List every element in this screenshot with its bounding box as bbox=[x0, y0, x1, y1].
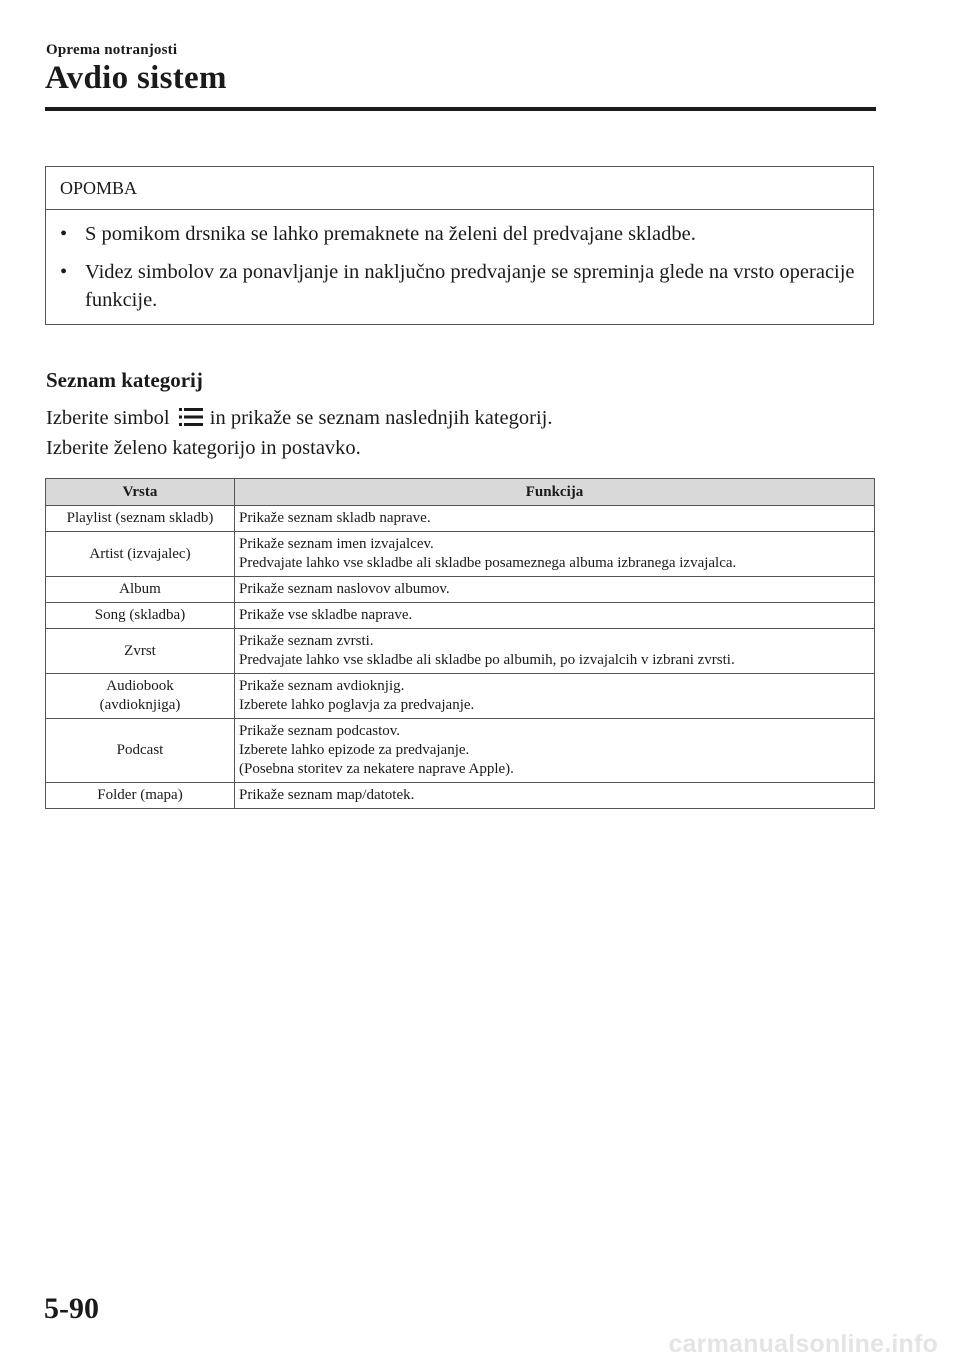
row-function-line: Prikaže seznam zvrsti. bbox=[239, 633, 374, 649]
row-type-line: Artist (izvajalec) bbox=[89, 545, 191, 562]
note-box bbox=[45, 166, 874, 325]
table-row bbox=[46, 719, 875, 783]
row-function-line: Prikaže seznam podcastov. bbox=[239, 723, 401, 739]
table-row bbox=[46, 783, 875, 809]
row-function-line: Prikaže seznam imen izvajalcev. bbox=[239, 536, 434, 552]
watermark: carmanualsonline.info bbox=[668, 1330, 938, 1358]
header-type: Vrsta bbox=[46, 479, 235, 506]
row-function bbox=[235, 783, 875, 809]
note-item-text: S pomikom drsnika se lahko premaknete na želeni del predvajane skladbe. bbox=[85, 223, 696, 245]
row-type bbox=[46, 577, 235, 603]
bullet-icon: • bbox=[60, 223, 68, 245]
table-row bbox=[46, 629, 875, 674]
table-header-row bbox=[46, 479, 875, 506]
row-function bbox=[235, 577, 875, 603]
row-function bbox=[235, 674, 875, 719]
row-type-line: Audiobook bbox=[106, 678, 174, 694]
row-function-line: Predvajate lahko vse skladbe ali skladbe po albumih, po izvajalcih v izbrani zvrsti. bbox=[239, 652, 735, 668]
row-function bbox=[235, 719, 875, 783]
row-function bbox=[235, 629, 875, 674]
note-item-text: Videz simbolov za ponavljanje in naključno predvajanje se spreminja glede na vrsto operacije funkcije. bbox=[85, 261, 855, 311]
row-type bbox=[46, 506, 235, 532]
intro-text-before-icon: Izberite simbol bbox=[46, 407, 170, 429]
row-function-line: Predvajate lahko vse skladbe ali skladbe posameznega albuma izbranega izvajalca. bbox=[239, 555, 737, 571]
note-list bbox=[46, 210, 873, 324]
row-function-line: Prikaže vse skladbe naprave. bbox=[239, 607, 413, 623]
row-type-line: Zvrst bbox=[124, 642, 156, 659]
table-body bbox=[46, 506, 875, 809]
table-row bbox=[46, 577, 875, 603]
note-item bbox=[60, 258, 859, 314]
header-function: Funkcija bbox=[235, 479, 875, 506]
category-intro bbox=[46, 405, 886, 462]
row-type bbox=[46, 629, 235, 674]
category-heading: Seznam kategorij bbox=[46, 368, 203, 392]
table-row bbox=[46, 603, 875, 629]
table-row bbox=[46, 532, 875, 577]
list-menu-icon bbox=[179, 407, 203, 435]
row-type-line: Album bbox=[119, 581, 161, 597]
page-title: Avdio sistem bbox=[45, 60, 227, 96]
row-function-line: Izberete lahko epizode za predvajanje. bbox=[239, 742, 470, 758]
row-type-line: Podcast bbox=[116, 742, 164, 758]
title-rule bbox=[45, 107, 876, 111]
note-item bbox=[60, 220, 859, 248]
row-function-line: Izberete lahko poglavja za predvajanje. bbox=[239, 697, 475, 713]
row-function-line: Prikaže seznam avdioknjig. bbox=[239, 678, 405, 694]
row-type bbox=[46, 719, 235, 783]
row-function bbox=[235, 506, 875, 532]
intro-text-line2: Izberite želeno kategorijo in postavko. bbox=[46, 437, 361, 459]
bullet-icon: • bbox=[60, 261, 68, 283]
row-function bbox=[235, 532, 875, 577]
table-row bbox=[46, 674, 875, 719]
category-table bbox=[45, 478, 875, 809]
row-type-line: (avdioknjiga) bbox=[99, 697, 181, 713]
row-type bbox=[46, 674, 235, 719]
row-type bbox=[46, 783, 235, 809]
row-type-line: Song (skladba) bbox=[94, 607, 186, 623]
row-type-line: Folder (mapa) bbox=[97, 787, 183, 803]
table-row bbox=[46, 506, 875, 532]
row-type bbox=[46, 603, 235, 629]
intro-text-after-icon: in prikaže se seznam naslednjih kategorij. bbox=[209, 407, 553, 429]
row-function bbox=[235, 603, 875, 629]
page-number: 5-90 bbox=[44, 1292, 99, 1325]
row-function-line: Prikaže seznam skladb naprave. bbox=[239, 510, 431, 526]
section-label: Oprema notranjosti bbox=[46, 42, 178, 58]
row-function-line: (Posebna storitev za nekatere naprave Apple). bbox=[239, 761, 514, 777]
row-function-line: Prikaže seznam map/datotek. bbox=[239, 787, 415, 803]
row-type bbox=[46, 532, 235, 577]
note-heading: OPOMBA bbox=[46, 167, 873, 210]
row-function-line: Prikaže seznam naslovov albumov. bbox=[239, 581, 450, 597]
row-type-line: Playlist (seznam skladb) bbox=[66, 510, 214, 526]
